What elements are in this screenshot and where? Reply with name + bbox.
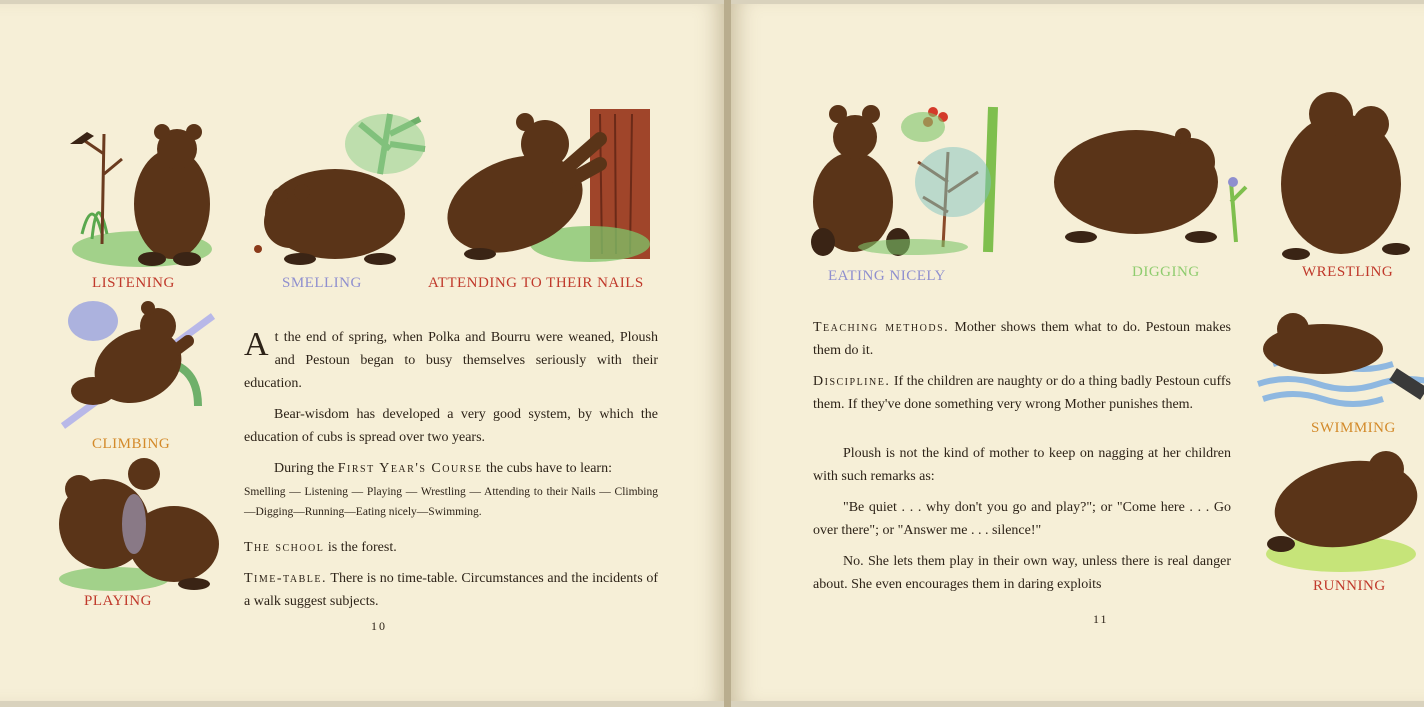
paragraph-nagging: Ploush is not the kind of mother to keep on nagging at her children with such remarks as: (813, 446, 1231, 484)
caption-eating: EATING NICELY (828, 268, 946, 284)
discipline-label: Discipline. (813, 374, 891, 389)
discipline-text: If the children are naughty or do a thing badly Pestoun cuffs them. If they've done something very wrong Mother punishes them. (813, 374, 1231, 412)
paragraph-no: No. She lets them play in their own way, unless there is real danger about. She even encourages them in daring exploits (813, 554, 1231, 592)
page-number-left: 10 (371, 619, 387, 633)
paragraph-intro (244, 326, 658, 395)
first-year-tail: the cubs have to learn: (482, 461, 612, 476)
paragraph-timetable (244, 567, 658, 613)
paragraph-methods (813, 316, 1231, 362)
smelling-bear-illustration (240, 104, 440, 269)
drop-cap: A (244, 326, 269, 363)
right-page-text (813, 316, 1231, 604)
paragraph-first-year (244, 457, 658, 480)
page-number-right: 11 (1093, 612, 1109, 626)
caption-wrestling: WRESTLING (1302, 264, 1394, 280)
intro-text: t the end of spring, when Polka and Bourru were weaned, Ploush and Pestoun began to busy themselves seriously with their education. (244, 330, 658, 391)
caption-climbing: CLIMBING (92, 436, 171, 452)
school-label: The school (244, 540, 325, 555)
left-page (0, 4, 724, 701)
paragraph-school (244, 536, 658, 559)
left-page-text (244, 326, 658, 621)
paragraph-bear-wisdom: Bear-wisdom has developed a very good system, by which the education of cubs is spread over two years. (244, 407, 658, 445)
caption-playing: PLAYING (84, 593, 152, 609)
wrestling-bears-illustration (1261, 84, 1421, 262)
methods-text: Mother shows them what to do. Pestoun makes them do it. (813, 320, 1231, 358)
methods-label: Teaching methods. (813, 320, 950, 335)
climbing-bear-illustration (48, 296, 223, 441)
book-gutter (724, 0, 731, 707)
caption-listening: LISTENING (92, 275, 175, 291)
listening-bear-illustration (62, 114, 232, 274)
subjects-list: Smelling — Listening — Playing — Wrestling — Attending to their Nails — Climbing—Digging—Running—Eating nicely—Swimming. (244, 486, 658, 518)
running-bear-illustration (1261, 444, 1424, 574)
paragraph-discipline (813, 370, 1231, 416)
first-year-lead: During the (274, 461, 338, 476)
timetable-label: Time-table. (244, 571, 327, 586)
digging-bear-illustration (1051, 122, 1256, 252)
eating-bear-illustration (803, 92, 1018, 262)
playing-bears-illustration (44, 454, 224, 594)
caption-nails: ATTENDING TO THEIR NAILS (428, 275, 644, 291)
nails-bear-illustration (440, 104, 660, 269)
paragraph-quotes: "Be quiet . . . why don't you go and play?"; or "Come here . . . Go over there"; or "Answer me . . . silence!" (813, 500, 1231, 538)
caption-running: RUNNING (1313, 578, 1386, 594)
swimming-bear-illustration (1253, 304, 1424, 416)
caption-swimming: SWIMMING (1311, 420, 1396, 436)
school-text: is the forest. (324, 540, 397, 555)
caption-smelling: SMELLING (282, 275, 362, 291)
first-year-course: First Year's Course (337, 461, 483, 476)
right-page (731, 4, 1424, 701)
caption-digging: DIGGING (1132, 264, 1200, 280)
timetable-text: There is no time-table. Circumstances and the incidents of a walk suggest subjects. (244, 571, 658, 609)
